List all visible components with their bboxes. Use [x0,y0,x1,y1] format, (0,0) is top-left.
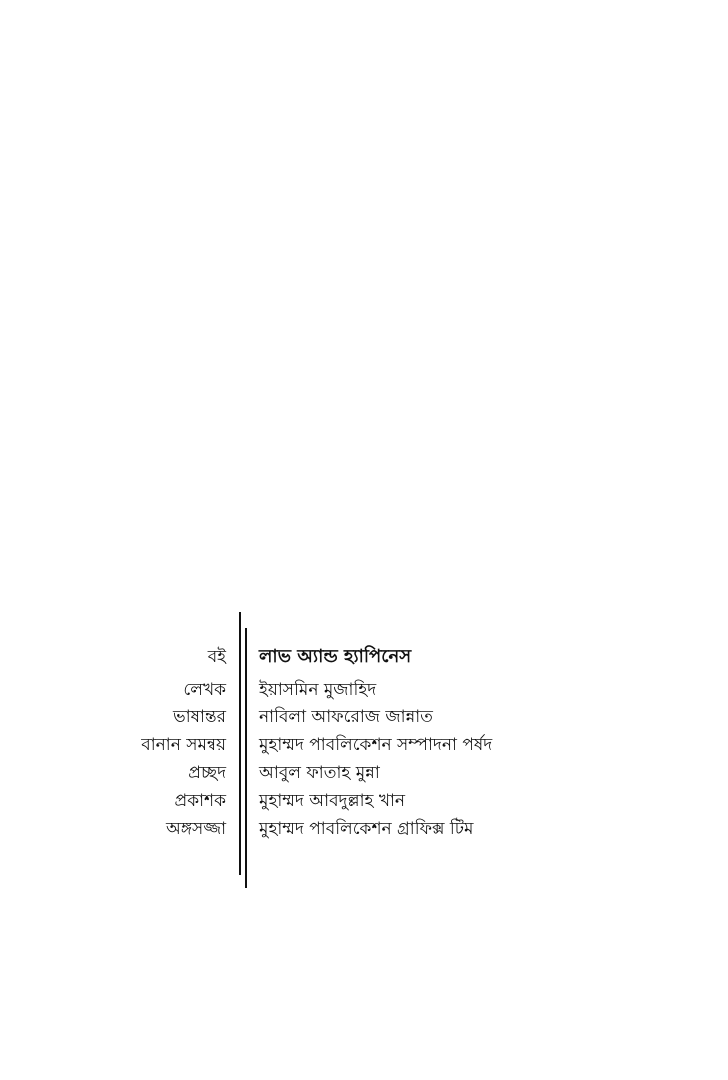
credit-row-spelling [0,731,728,759]
credit-value: নাবিলা আফরোজ জান্নাত [259,707,433,727]
credit-label: বানান সমন্বয় [141,735,226,755]
credit-row-book [0,643,728,671]
credit-label: লেখক [183,680,226,700]
credit-label: প্রকাশক [174,791,226,811]
credit-value: মুহাম্মদ পাবলিকেশন সম্পাদনা পর্ষদ [259,735,493,755]
credit-label: বই [207,647,226,667]
credit-value: আবুল ফাতাহ মুন্না [259,763,380,783]
credit-label: ভাষান্তর [173,707,226,727]
credit-label: অঙ্গসজ্জা [166,819,226,839]
credit-row-cover [0,759,728,787]
credit-row-translator [0,703,728,731]
credit-row-publisher [0,787,728,815]
book-title: লাভ অ্যান্ড হ্যাপিনেস [259,646,412,667]
credit-value: ইয়াসমিন মুজাহিদ [259,680,377,700]
credit-value: মুহাম্মদ আবদুল্লাহ খান [259,791,406,811]
credit-label: প্রচ্ছদ [188,763,226,783]
credit-value: মুহাম্মদ পাবলিকেশন গ্রাফিক্স টিম [259,819,474,839]
credit-row-layout [0,815,728,843]
credit-row-author [0,676,728,704]
